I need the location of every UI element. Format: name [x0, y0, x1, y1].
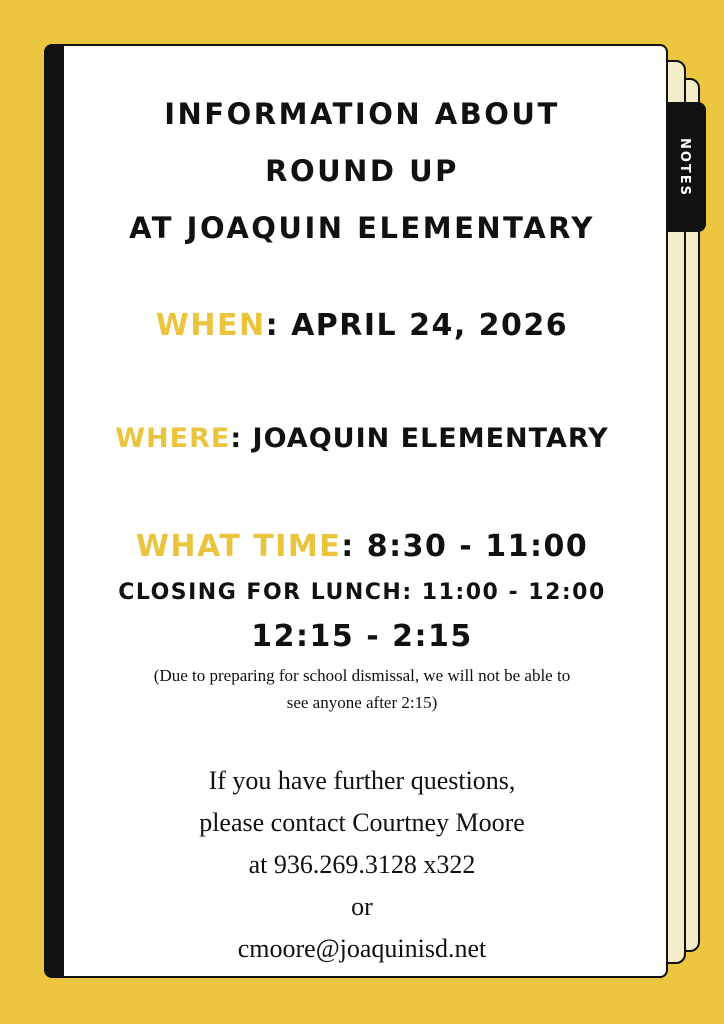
when-label: WHEN [155, 308, 266, 343]
where-row: WHERE: JOAQUIN ELEMENTARY [115, 423, 609, 454]
what-time-value: 8:30 - 11:00 [366, 529, 589, 564]
contact-or: or [351, 892, 373, 921]
what-time-row: WHAT TIME: 8:30 - 11:00 [135, 529, 589, 564]
title-line-1: INFORMATION ABOUT [164, 97, 560, 131]
title-line-2: ROUND UP [265, 154, 459, 188]
title-line-3: AT JOAQUIN ELEMENTARY [129, 211, 595, 245]
when-row: WHEN: APRIL 24, 2026 [155, 308, 569, 343]
contact-line-1: If you have further questions, [208, 766, 516, 795]
flyer-title [0, 86, 724, 257]
where-label: WHERE [115, 423, 231, 454]
contact-email[interactable]: cmoore@joaquinisd.net [237, 934, 487, 963]
note-line-2: see anyone after 2:15) [286, 693, 438, 712]
afternoon-time: 12:15 - 2:15 [251, 619, 473, 654]
dismissal-note [0, 662, 724, 716]
where-value: JOAQUIN ELEMENTARY [252, 423, 609, 454]
when-value: APRIL 24, 2026 [291, 308, 569, 343]
note-line-1: (Due to preparing for school dismissal, we will not be able to [153, 666, 571, 685]
contact-info [0, 760, 724, 970]
what-time-label: WHAT TIME [135, 529, 342, 564]
closing-for-lunch: CLOSING FOR LUNCH: 11:00 - 12:00 [118, 580, 606, 605]
notes-tab-label: NOTES [677, 137, 693, 197]
contact-phone: at 936.269.3128 x322 [248, 850, 476, 879]
contact-line-2: please contact Courtney Moore [199, 808, 525, 837]
